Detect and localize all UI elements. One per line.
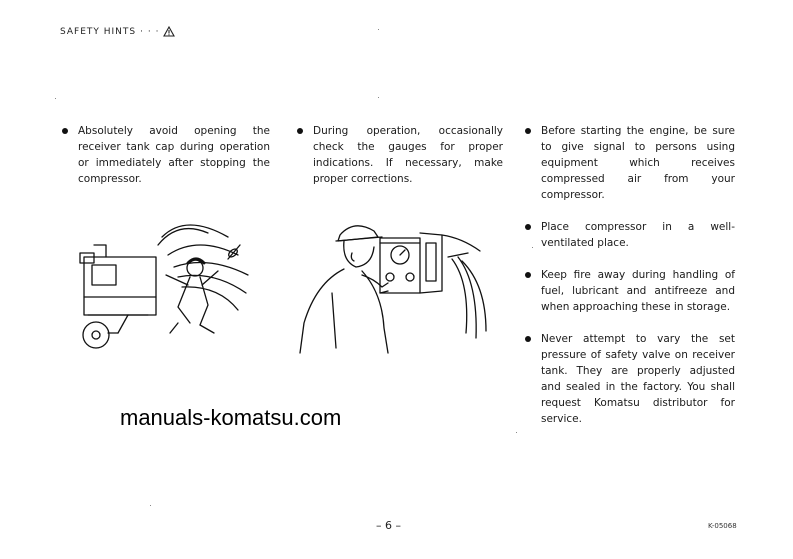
tank-cap-danger-illustration [78,215,258,360]
hint-column-3 [523,123,735,427]
page-header [60,26,175,37]
section-title: SAFETY HINTS [60,26,137,37]
hint-item: Never attempt to vary the set pressure of safety valve on receiver tank. They are properly adjusted and sealed in the factory. You shall request Komatsu distributor for service. [523,331,735,427]
scan-speck [150,505,151,506]
scan-speck [516,432,517,433]
warning-triangle-icon [163,26,175,37]
gauge-check-illustration [292,213,492,358]
page-number: – 6 – [376,519,401,532]
hint-item: Before starting the engine, be sure to give signal to persons using equipment which receives compressed air from your compressor. [523,123,735,203]
document-code: K-05068 [708,522,737,530]
scan-speck [532,247,533,248]
header-dots: · · · [140,26,160,37]
scan-speck [378,97,379,98]
scan-speck [55,98,56,99]
hint-column-1 [60,123,270,187]
hint-item: During operation, occasionally check the gauges for proper indications. If necessary, make proper corrections. [295,123,503,187]
hint-item: Absolutely avoid opening the receiver tank cap during operation or immediately after stopping the compressor. [60,123,270,187]
scan-speck [378,29,379,30]
hint-column-2 [295,123,503,187]
hint-item: Place compressor in a well-ventilated place. [523,219,735,251]
hint-item: Keep fire away during handling of fuel, lubricant and antifreeze and when approaching these in storage. [523,267,735,315]
watermark-text: manuals-komatsu.com [120,405,342,430]
